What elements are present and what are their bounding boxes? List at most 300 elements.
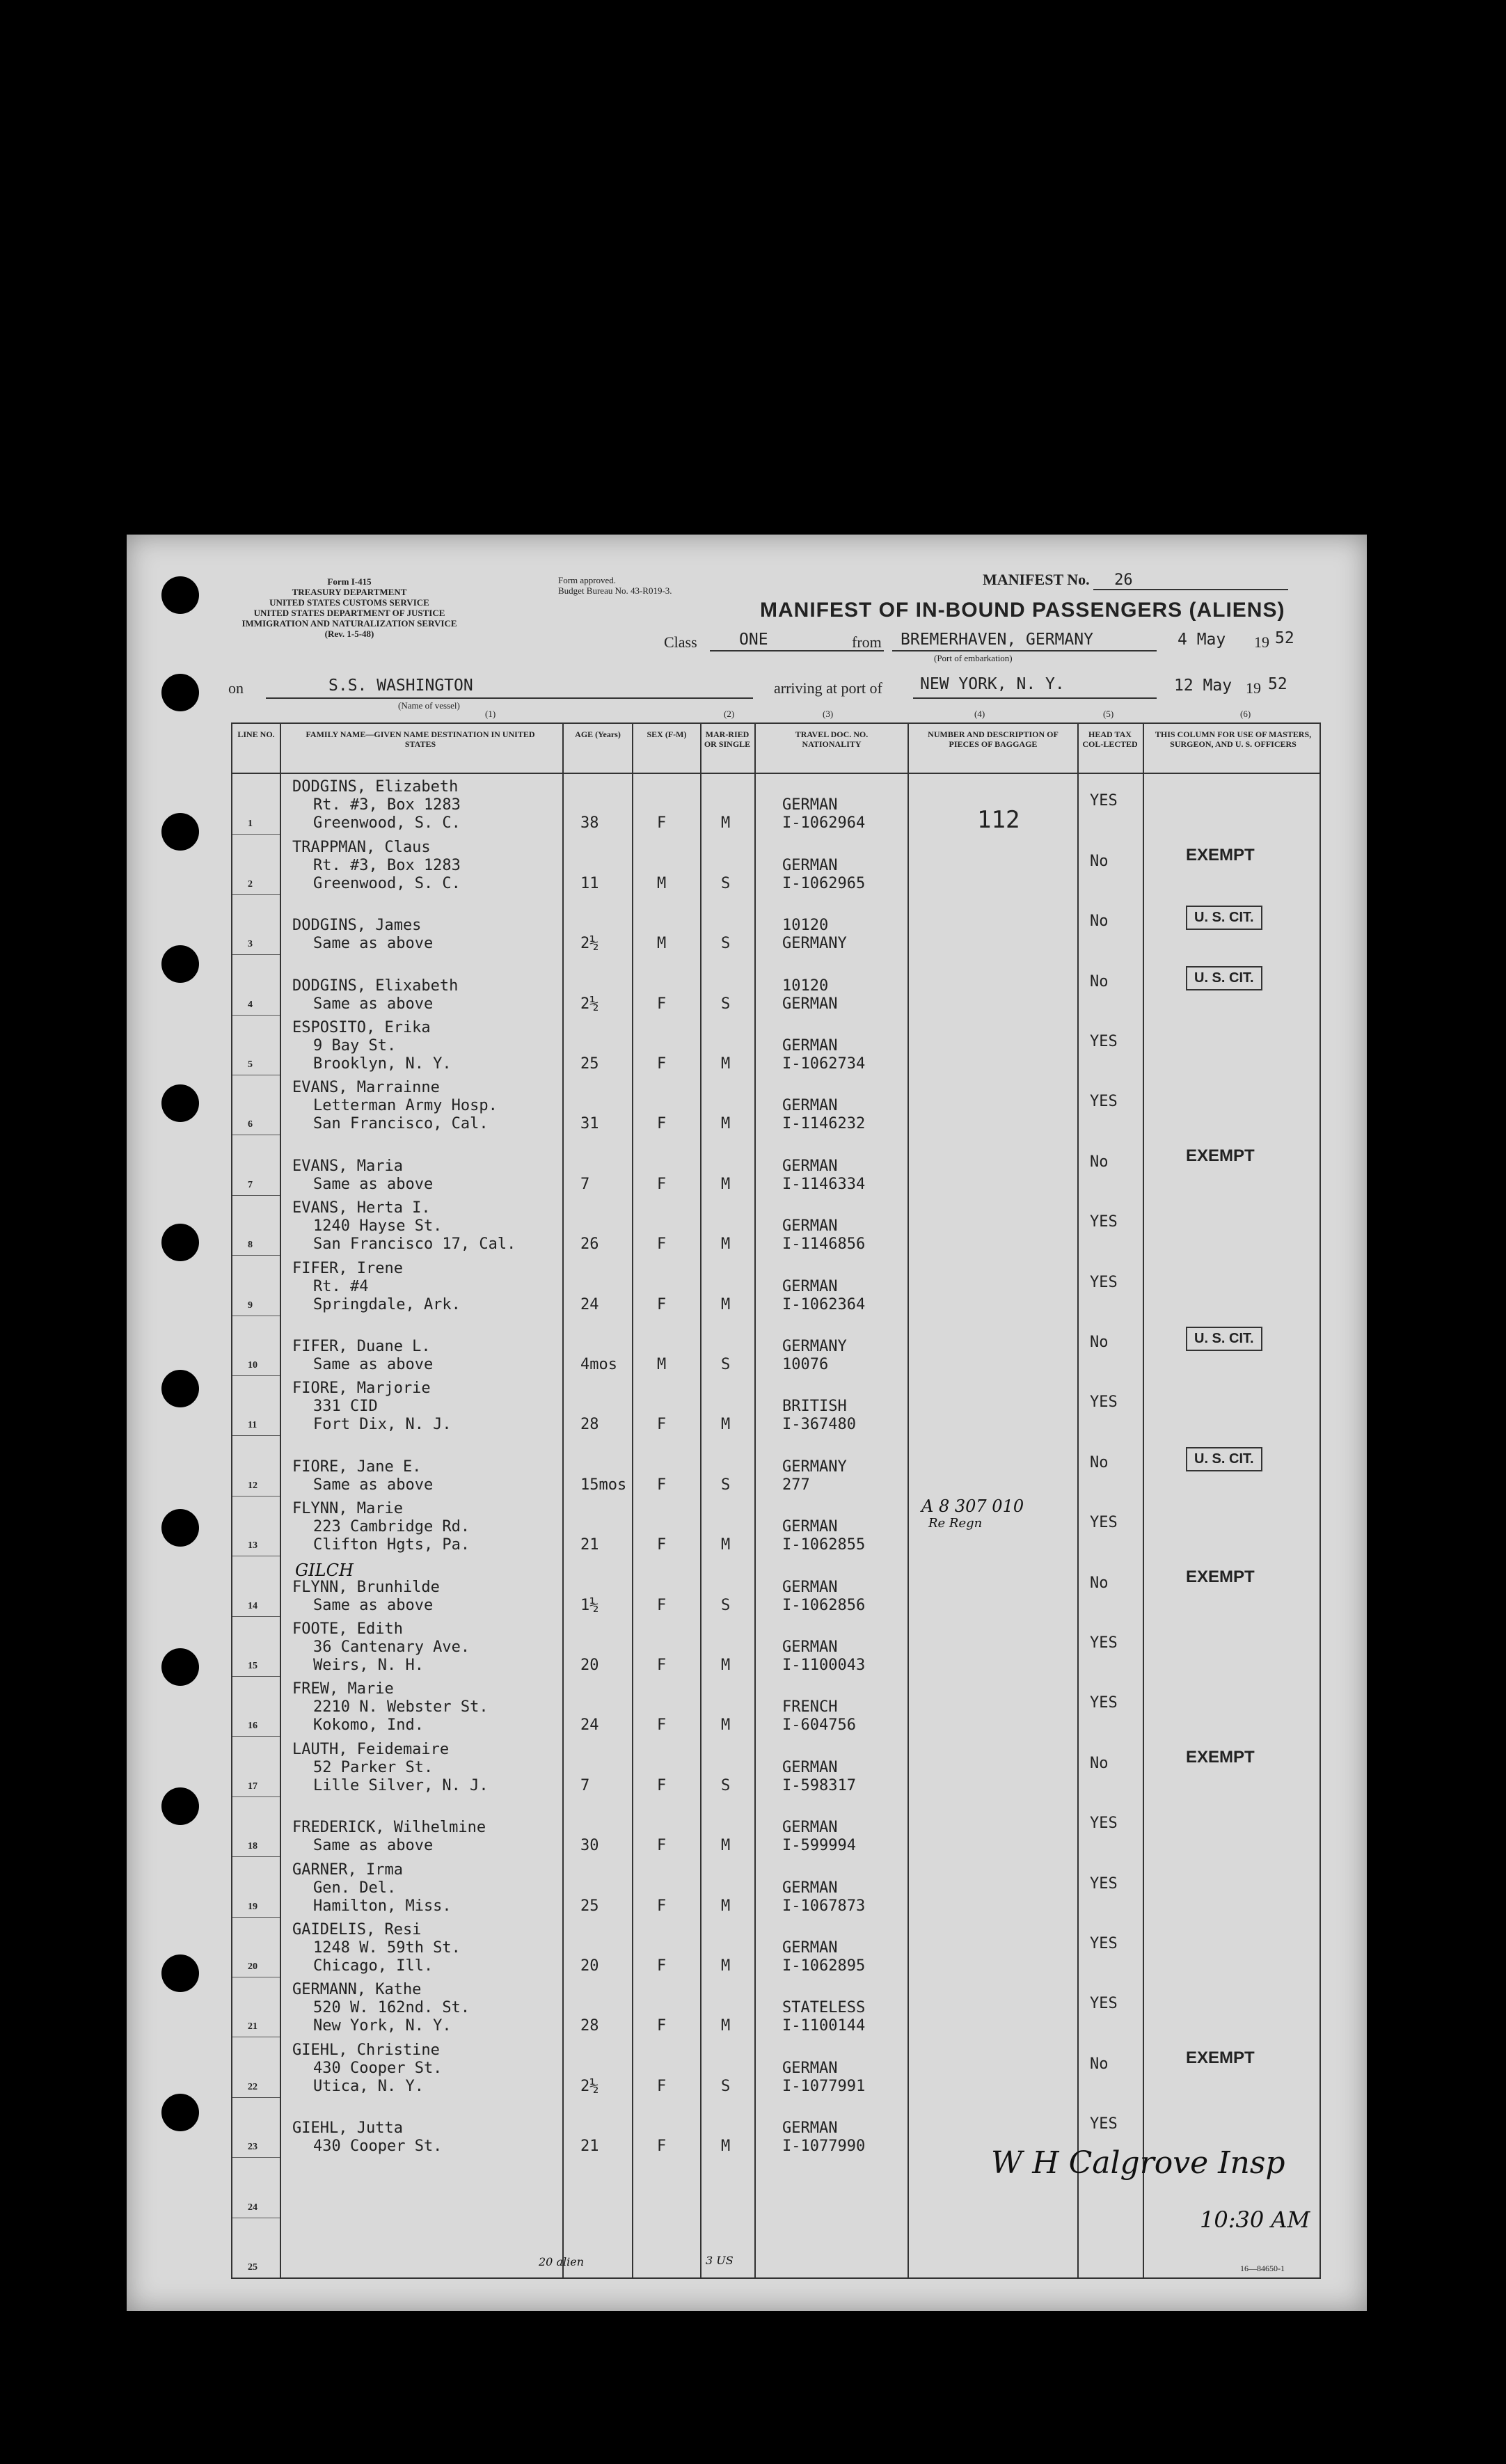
table-row [232, 834, 1319, 894]
manifest-number [983, 571, 1288, 590]
age-value: 4mos [580, 1355, 617, 1373]
sex-value: F [657, 1115, 667, 1133]
passenger-name: FLYNN, Brunhilde [292, 1578, 440, 1596]
nationality: GERMAN [782, 1638, 838, 1656]
passenger-name: FIFER, Irene [292, 1259, 403, 1277]
passenger-address: Same as above [313, 1355, 434, 1373]
marital-status: M [721, 1175, 731, 1193]
head-tax-value: YES [1090, 2115, 1118, 2133]
nationality: 10120 [782, 917, 829, 935]
travel-doc-number: I-1146334 [782, 1175, 866, 1193]
marital-status: M [721, 1716, 731, 1735]
binder-hole [161, 576, 199, 614]
marital-status: M [721, 814, 731, 832]
class-label: Class [664, 633, 697, 651]
table-row [232, 774, 1319, 834]
table-row [232, 954, 1319, 1014]
handwritten-note: Re Regn [928, 1516, 983, 1531]
form-code: 16—84650-1 [1240, 2264, 1285, 2273]
passenger-name: FREDERICK, Wilhelmine [292, 1819, 486, 1837]
arrival-underline [913, 697, 1157, 699]
age-value: 31 [580, 1115, 599, 1133]
officer-stamp: EXEMPT [1186, 2048, 1255, 2067]
from-label: from [852, 633, 882, 651]
binder-hole [161, 1509, 199, 1547]
table-row [232, 1977, 1319, 2037]
age-value: 21 [580, 2138, 599, 2156]
binder-hole [161, 1084, 199, 1122]
passenger-name: DODGINS, Elizabeth [292, 778, 459, 796]
line-number: 17 [248, 1780, 257, 1792]
table-row [232, 1496, 1319, 1556]
travel-doc-number: I-1062965 [782, 874, 866, 892]
sex-value: F [657, 1957, 667, 1975]
line-number: 9 [248, 1300, 253, 1311]
travel-doc-number: I-1100043 [782, 1656, 866, 1674]
table-row [232, 1255, 1319, 1315]
passenger-address: 430 Cooper St. [313, 2059, 443, 2077]
marital-status: S [721, 1776, 731, 1794]
travel-doc-number: I-1062856 [782, 1596, 866, 1614]
head-tax-value: No [1090, 1453, 1109, 1471]
age-value: 2½ [580, 2077, 599, 2095]
column-number: (1) [485, 709, 496, 719]
budget-bureau-line: Budget Bureau No. 43-R019-3. [558, 585, 672, 596]
nationality: GERMANY [782, 1458, 847, 1476]
line-number: 8 [248, 1240, 253, 1251]
vessel-underline [266, 697, 753, 699]
head-tax-value: YES [1090, 1815, 1118, 1833]
nationality: GERMAN [782, 1819, 838, 1837]
vessel-name: S.S. WASHINGTON [328, 677, 473, 695]
passenger-address: Fort Dix, N. J. [313, 1416, 452, 1434]
binder-hole [161, 1787, 199, 1825]
embarkation-caption: (Port of embarkation) [934, 653, 1013, 663]
table-row [232, 1135, 1319, 1194]
passenger-name: EVANS, Herta I. [292, 1199, 431, 1217]
passenger-address: Brooklyn, N. Y. [313, 1055, 452, 1073]
line-number: 2 [248, 878, 253, 890]
passenger-name: FIORE, Jane E. [292, 1458, 422, 1476]
passenger-address: 1248 W. 59th St. [313, 1938, 461, 1957]
col-baggage-header: NUMBER AND DESCRIPTION OF PIECES OF BAGGAGE [928, 729, 1059, 749]
form-number: Form I-415 [327, 576, 372, 587]
marital-status: S [721, 874, 731, 892]
col-sex-header: SEX (F-M) [647, 729, 687, 739]
passenger-name: FLYNN, Marie [292, 1500, 403, 1518]
passenger-address: Rt. #4 [313, 1277, 369, 1295]
line-number: 14 [248, 1600, 257, 1611]
age-value: 11 [580, 874, 599, 892]
head-tax-value: No [1090, 1754, 1109, 1772]
age-value: 38 [580, 814, 599, 832]
marital-status: S [721, 1355, 731, 1373]
marital-status: M [721, 1055, 731, 1073]
table-row [232, 1375, 1319, 1435]
passenger-address: 331 CID [313, 1398, 378, 1416]
passenger-name: FIORE, Marjorie [292, 1380, 431, 1398]
travel-doc-number: I-1062734 [782, 1055, 866, 1073]
age-value: 2½ [580, 935, 599, 953]
column-number: (3) [823, 709, 834, 719]
line-number: 21 [248, 2021, 257, 2032]
arrival-date: 12 May [1174, 677, 1232, 695]
line-number: 23 [248, 2142, 257, 2153]
passenger-name: LAUTH, Feidemaire [292, 1740, 450, 1758]
marital-status: M [721, 1115, 731, 1133]
travel-doc-number: GERMAN [782, 995, 838, 1013]
marital-status: M [721, 1656, 731, 1674]
line-number: 19 [248, 1901, 257, 1912]
arrival-port: NEW YORK, N. Y. [920, 675, 1065, 693]
head-tax-value: No [1090, 1153, 1109, 1171]
marital-status: M [721, 1416, 731, 1434]
passenger-name: DODGINS, James [292, 917, 422, 935]
passenger-address: 36 Cantenary Ave. [313, 1638, 470, 1656]
marital-status: S [721, 1596, 731, 1614]
travel-doc-number: I-1146232 [782, 1115, 866, 1133]
nationality: GERMAN [782, 1097, 838, 1115]
passenger-table [231, 722, 1321, 2279]
passenger-address: Weirs, N. H. [313, 1656, 424, 1674]
alien-count-note: 20 alien [539, 2255, 584, 2268]
officer-stamp: EXEMPT [1186, 1567, 1255, 1586]
passenger-address: 223 Cambridge Rd. [313, 1518, 470, 1536]
passenger-address: Same as above [313, 935, 434, 953]
line-number: 10 [248, 1359, 257, 1371]
baggage-count: 112 [977, 806, 1020, 834]
passenger-name: GAIDELIS, Resi [292, 1920, 422, 1938]
passenger-name: EVANS, Marrainne [292, 1079, 440, 1097]
passenger-address: 2210 N. Webster St. [313, 1698, 489, 1716]
passenger-address: Same as above [313, 1596, 434, 1614]
age-value: 15mos [580, 1476, 627, 1494]
nationality: GERMAN [782, 1938, 838, 1957]
sex-value: M [657, 874, 667, 892]
from-underline [892, 650, 1157, 651]
passenger-name: FIFER, Duane L. [292, 1337, 431, 1355]
binder-hole [161, 945, 199, 983]
sex-value: F [657, 1716, 667, 1735]
age-value: 26 [580, 1235, 599, 1254]
passenger-address: Same as above [313, 995, 434, 1013]
age-value: 25 [580, 1897, 599, 1915]
col-officers-header: THIS COLUMN FOR USE OF MASTERS, SURGEON, AND U. S. OFFICERS [1155, 729, 1312, 749]
nationality: GERMAN [782, 2059, 838, 2077]
passenger-name: GERMANN, Kathe [292, 1981, 422, 1999]
table-row [232, 1316, 1319, 1375]
head-tax-value: YES [1090, 1995, 1118, 2013]
arrival-year-prefix: 19 [1246, 679, 1261, 697]
head-tax-value: YES [1090, 1393, 1118, 1412]
sex-value: M [657, 935, 667, 953]
nationality: GERMAN [782, 796, 838, 814]
line-number: 13 [248, 1540, 257, 1551]
table-row [232, 1676, 1319, 1736]
nationality: GERMAN [782, 1217, 838, 1235]
travel-doc-number: I-1077990 [782, 2138, 866, 2156]
head-tax-value: YES [1090, 1093, 1118, 1111]
marital-status: S [721, 2077, 731, 2095]
col-age-header: AGE (Years) [575, 729, 621, 739]
handwritten-note: A 8 307 010 [921, 1496, 1024, 1516]
passenger-address: Chicago, Ill. [313, 1957, 434, 1975]
age-value: 20 [580, 1957, 599, 1975]
line-number: 12 [248, 1480, 257, 1491]
head-tax-value: No [1090, 913, 1109, 931]
embarkation-port: BREMERHAVEN, GERMANY [901, 631, 1093, 649]
form-approval [558, 575, 781, 596]
marital-status: S [721, 935, 731, 953]
head-tax-value: No [1090, 972, 1109, 990]
age-value: 2½ [580, 995, 599, 1013]
sex-value: F [657, 1596, 667, 1614]
passenger-address: Same as above [313, 1175, 434, 1193]
passenger-address: Kokomo, Ind. [313, 1716, 424, 1735]
agency-line: TREASURY DEPARTMENT [292, 587, 407, 597]
passenger-address: Springdale, Ark. [313, 1295, 461, 1313]
passenger-name: FOOTE, Edith [292, 1620, 403, 1638]
officer-stamp: EXEMPT [1186, 845, 1255, 864]
nationality: FRENCH [782, 1698, 838, 1716]
head-tax-value: YES [1090, 1874, 1118, 1893]
marital-status: M [721, 1957, 731, 1975]
head-tax-value: YES [1090, 1273, 1118, 1291]
passenger-name: FREW, Marie [292, 1680, 394, 1698]
manifest-number-value: 26 [1093, 571, 1288, 590]
line-number: 5 [248, 1059, 253, 1070]
marital-status: M [721, 2017, 731, 2035]
passenger-address: Greenwood, S. C. [313, 874, 461, 892]
travel-doc-number: I-598317 [782, 1776, 856, 1794]
travel-doc-number: I-1077991 [782, 2077, 866, 2095]
column-number: (5) [1103, 709, 1114, 719]
travel-doc-number: I-1146856 [782, 1235, 866, 1254]
marital-status: M [721, 1295, 731, 1313]
sex-value: F [657, 1295, 667, 1313]
passenger-address: Utica, N. Y. [313, 2077, 424, 2095]
passenger-address: San Francisco, Cal. [313, 1115, 489, 1133]
officer-stamp: U. S. CIT. [1186, 906, 1262, 930]
col-line-header: LINE NO. [237, 729, 275, 739]
col-headtax-header: HEAD TAX COL-LECTED [1082, 729, 1138, 749]
age-value: 30 [580, 1837, 599, 1855]
officer-stamp: U. S. CIT. [1186, 1327, 1262, 1351]
passenger-address: San Francisco 17, Cal. [313, 1235, 516, 1254]
sex-value: F [657, 2077, 667, 2095]
marital-status: M [721, 1837, 731, 1855]
officer-stamp: U. S. CIT. [1186, 1447, 1262, 1471]
nationality: GERMAN [782, 856, 838, 874]
passenger-name: GIEHL, Jutta [292, 2119, 403, 2138]
table-row [232, 1736, 1319, 1796]
travel-doc-number: I-367480 [782, 1416, 856, 1434]
column-number: (2) [724, 709, 735, 719]
head-tax-value: No [1090, 852, 1109, 870]
binder-hole [161, 674, 199, 711]
marital-status: S [721, 995, 731, 1013]
passenger-name: GIEHL, Christine [292, 2041, 440, 2059]
line-number: 7 [248, 1179, 253, 1190]
marital-status: M [721, 2138, 731, 2156]
line-number: 3 [248, 939, 253, 950]
head-tax-value: YES [1090, 792, 1118, 810]
passenger-address: Rt. #3, Box 1283 [313, 796, 461, 814]
nationality: GERMAN [782, 1277, 838, 1295]
head-tax-value: No [1090, 1574, 1109, 1592]
passenger-name: DODGINS, Elixabeth [292, 977, 459, 995]
nationality: GERMAN [782, 1518, 838, 1536]
passenger-address: 1240 Hayse St. [313, 1217, 443, 1235]
arriving-label: arriving at port of [774, 679, 882, 697]
time-note: 10:30 AM [1200, 2206, 1310, 2233]
head-tax-value: YES [1090, 1694, 1118, 1712]
travel-doc-number: I-604756 [782, 1716, 856, 1735]
row-divider [232, 2277, 280, 2278]
form-agency-block [231, 576, 468, 639]
sex-value: F [657, 1656, 667, 1674]
age-value: 7 [580, 1175, 590, 1193]
travel-doc-number: I-1062964 [782, 814, 866, 832]
passenger-address: Letterman Army Hosp. [313, 1097, 498, 1115]
line-number: 18 [248, 1841, 257, 1852]
sex-value: M [657, 1355, 667, 1373]
sex-value: F [657, 1897, 667, 1915]
passenger-address: Gen. Del. [313, 1879, 397, 1897]
travel-doc-number: GERMANY [782, 935, 847, 953]
binder-hole [161, 1224, 199, 1261]
passenger-address: Rt. #3, Box 1283 [313, 856, 461, 874]
table-row [232, 1856, 1319, 1916]
passenger-address: Hamilton, Miss. [313, 1897, 452, 1915]
passenger-address: New York, N. Y. [313, 2017, 452, 2035]
line-number: 4 [248, 999, 253, 1010]
head-tax-value: No [1090, 2055, 1109, 2073]
sex-value: F [657, 1055, 667, 1073]
line-number: 11 [248, 1420, 257, 1431]
vessel-caption: (Name of vessel) [398, 700, 460, 711]
table-row [232, 1195, 1319, 1255]
sex-value: F [657, 1175, 667, 1193]
travel-doc-number: I-1062364 [782, 1295, 866, 1313]
sex-value: F [657, 2138, 667, 2156]
officer-stamp: EXEMPT [1186, 1146, 1255, 1165]
binder-hole [161, 1954, 199, 1992]
age-value: 25 [580, 1055, 599, 1073]
sex-value: F [657, 1476, 667, 1494]
binder-hole [161, 1370, 199, 1407]
agency-line: UNITED STATES CUSTOMS SERVICE [269, 597, 429, 608]
nationality: STATELESS [782, 1999, 866, 2017]
col-travel-doc-header: TRAVEL DOC. NO. NATIONALITY [795, 729, 869, 749]
passenger-address: Same as above [313, 1476, 434, 1494]
nationality: GERMAN [782, 1578, 838, 1596]
arrival-year: 52 [1268, 675, 1287, 693]
passenger-address: Greenwood, S. C. [313, 814, 461, 832]
handwritten-note: GILCH [295, 1561, 354, 1580]
age-value: 24 [580, 1295, 599, 1313]
line-number: 1 [248, 819, 253, 830]
marital-status: M [721, 1897, 731, 1915]
passenger-address: 9 Bay St. [313, 1036, 397, 1055]
sex-value: F [657, 1536, 667, 1554]
passenger-address: 52 Parker St. [313, 1758, 434, 1776]
table-row [232, 2218, 1319, 2277]
nationality: GERMAN [782, 1758, 838, 1776]
approval-line: Form approved. [558, 575, 617, 585]
sex-value: F [657, 1776, 667, 1794]
table-row [232, 2037, 1319, 2096]
travel-doc-number: I-1100144 [782, 2017, 866, 2035]
sex-value: F [657, 1837, 667, 1855]
line-number: 25 [248, 2261, 257, 2273]
agency-line: UNITED STATES DEPARTMENT OF JUSTICE [253, 608, 445, 618]
travel-doc-number: I-1062855 [782, 1536, 866, 1554]
travel-doc-number: I-1067873 [782, 1897, 866, 1915]
officer-stamp: EXEMPT [1186, 1747, 1255, 1767]
passenger-name: TRAPPMAN, Claus [292, 838, 431, 856]
class-value: ONE [739, 631, 768, 649]
age-value: 28 [580, 2017, 599, 2035]
head-tax-value: YES [1090, 1213, 1118, 1231]
marital-status: M [721, 1235, 731, 1254]
passenger-name: ESPOSITO, Erika [292, 1018, 431, 1036]
head-tax-value: YES [1090, 1032, 1118, 1050]
nationality: GERMAN [782, 1036, 838, 1055]
travel-doc-number: I-1062895 [782, 1957, 866, 1975]
head-tax-value: No [1090, 1333, 1109, 1351]
col-married-header: MAR-RIED OR SINGLE [704, 729, 751, 749]
table-row [232, 1015, 1319, 1075]
table-row [232, 894, 1319, 954]
head-tax-value: YES [1090, 1634, 1118, 1652]
sex-value: F [657, 1235, 667, 1254]
nationality: GERMAN [782, 2119, 838, 2138]
binder-hole [161, 2094, 199, 2131]
nationality: 10120 [782, 977, 829, 995]
travel-doc-number: 10076 [782, 1355, 829, 1373]
departure-year-prefix: 19 [1254, 633, 1269, 651]
table-row [232, 1556, 1319, 1616]
form-revision: (Rev. 1-5-48) [324, 629, 374, 639]
line-number: 22 [248, 2081, 257, 2092]
line-number: 15 [248, 1660, 257, 1671]
marital-status: S [721, 1476, 731, 1494]
agency-line: IMMIGRATION AND NATURALIZATION SERVICE [241, 618, 457, 629]
page-title: MANIFEST OF IN-BOUND PASSENGERS (ALIENS) [760, 599, 1285, 622]
passenger-name: GARNER, Irma [292, 1861, 403, 1879]
nationality: GERMANY [782, 1337, 847, 1355]
line-number: 24 [248, 2202, 257, 2213]
binder-hole [161, 813, 199, 851]
passenger-name: EVANS, Maria [292, 1157, 403, 1175]
age-value: 20 [580, 1656, 599, 1674]
line-number: 6 [248, 1119, 253, 1130]
table-row [232, 1917, 1319, 1977]
line-number: 16 [248, 1721, 257, 1732]
nationality: GERMAN [782, 1157, 838, 1175]
table-row [232, 1796, 1319, 1856]
travel-doc-number: 277 [782, 1476, 810, 1494]
passenger-address: Same as above [313, 1837, 434, 1855]
passenger-address: 430 Cooper St. [313, 2138, 443, 2156]
sex-value: F [657, 814, 667, 832]
age-value: 21 [580, 1536, 599, 1554]
column-number: (6) [1240, 709, 1251, 719]
travel-doc-number: I-599994 [782, 1837, 856, 1855]
table-row [232, 1435, 1319, 1495]
manifest-label: MANIFEST No. [983, 571, 1090, 588]
